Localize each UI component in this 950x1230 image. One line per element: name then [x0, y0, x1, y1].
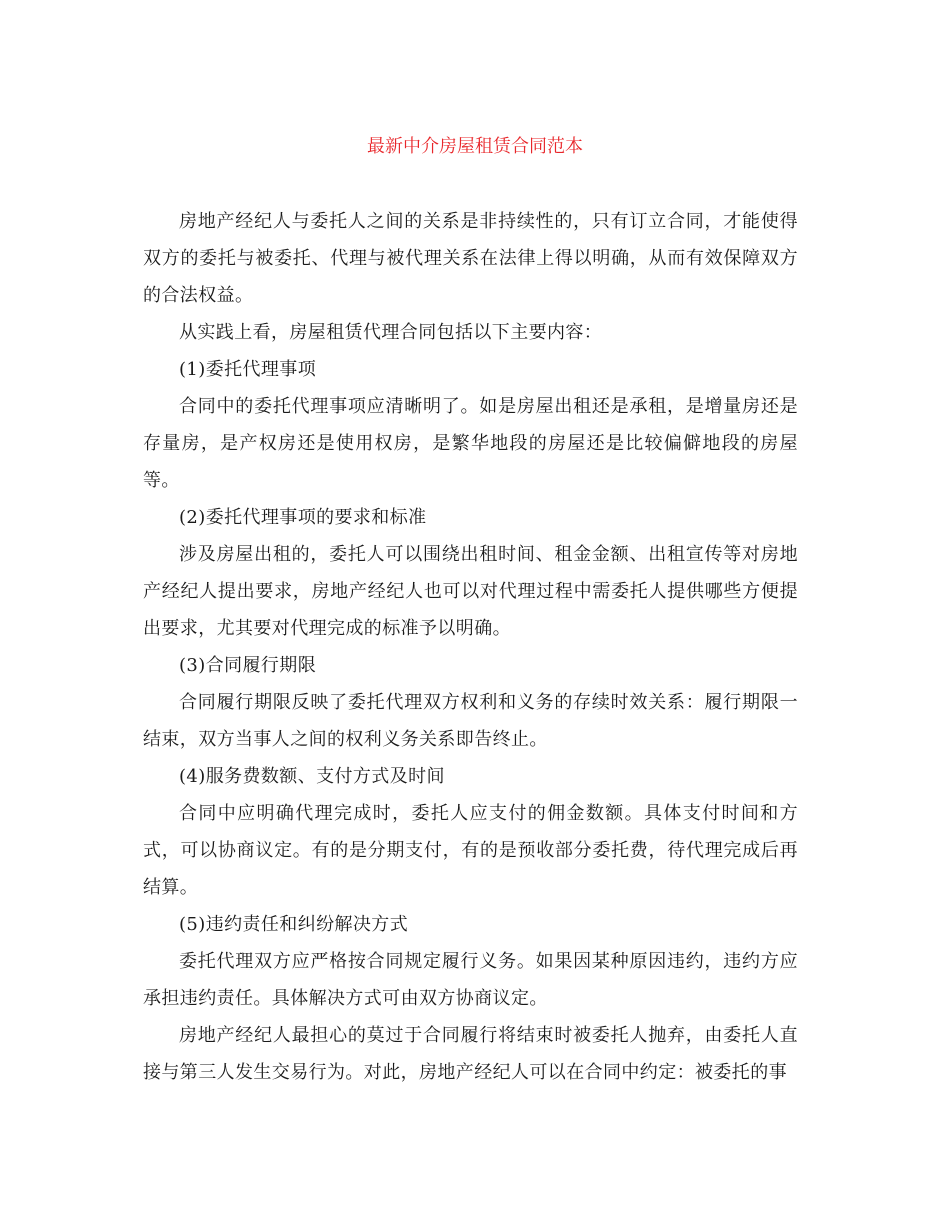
paragraph-intro: 房地产经纪人与委托人之间的关系是非持续性的，只有订立合同，才能使得双方的委托与被委托、代理与被代理关系在法律上得以明确，从而有效保障双方的合法权益。: [143, 211, 798, 306]
section-heading-1: (1)委托代理事项: [179, 359, 317, 380]
paragraph-section-2: 涉及房屋出租的，委托人可以围绕出租时间、租金金额、出租宣传等对房地产经纪人提出要求，房地产经纪人也可以对代理过程中需委托人提供哪些方便提出要求，尤其要对代理完成的标准予以明确。: [143, 544, 798, 639]
document-body: [143, 203, 798, 1091]
section-heading-3: (3)合同履行期限: [179, 655, 317, 676]
paragraph-section-3: 合同履行期限反映了委托代理双方权利和义务的存续时效关系：履行期限一结束，双方当事人之间的权利义务关系即告终止。: [143, 692, 798, 750]
section-heading-2: (2)委托代理事项的要求和标准: [179, 507, 427, 528]
section-heading-5: (5)违约责任和纠纷解决方式: [179, 914, 409, 935]
paragraph-section-5: 委托代理双方应严格按合同规定履行义务。如果因某种原因违约，违约方应承担违约责任。具体解决方式可由双方协商议定。: [143, 951, 798, 1009]
paragraph-section-1: 合同中的委托代理事项应清晰明了。如是房屋出租还是承租，是增量房还是存量房，是产权房还是使用权房，是繁华地段的房屋还是比较偏僻地段的房屋等。: [143, 396, 798, 491]
paragraph-section-4: 合同中应明确代理完成时，委托人应支付的佣金数额。具体支付时间和方式，可以协商议定。有的是分期支付，有的是预收部分委托费，待代理完成后再结算。: [143, 803, 798, 898]
paragraph-overview: 从实践上看，房屋租赁代理合同包括以下主要内容：: [179, 322, 603, 343]
paragraph-closing: 房地产经纪人最担心的莫过于合同履行将结束时被委托人抛弃，由委托人直接与第三人发生交易行为。对此，房地产经纪人可以在合同中约定：被委托的事: [143, 1025, 798, 1083]
section-heading-4: (4)服务费数额、支付方式及时间: [179, 766, 445, 787]
document-title: 最新中介房屋租赁合同范本: [367, 136, 583, 157]
